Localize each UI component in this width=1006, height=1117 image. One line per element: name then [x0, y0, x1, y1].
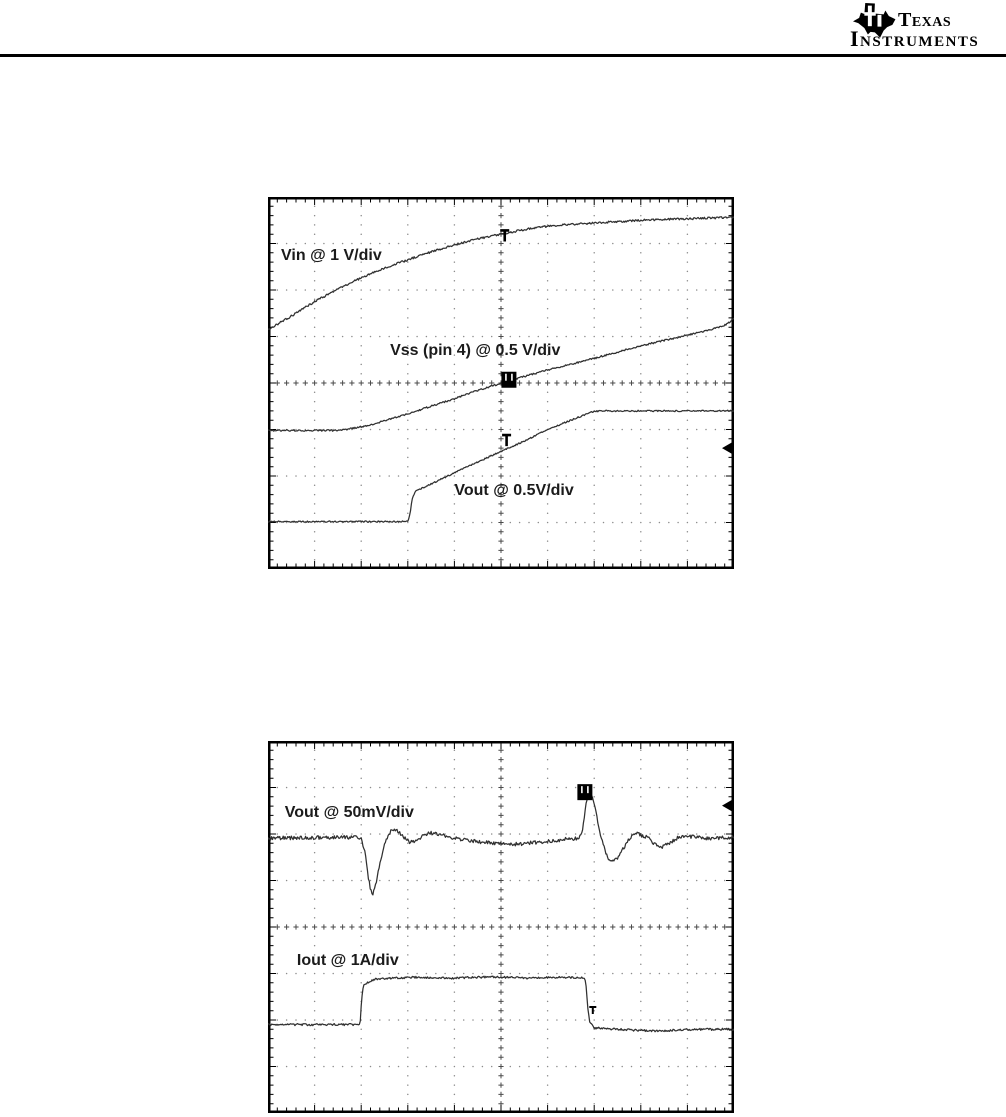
trace-label: Vout @ 50mV/div	[284, 804, 414, 822]
trigger-point-box-marker	[577, 784, 592, 800]
header-rule	[0, 54, 1006, 57]
trigger-level-t-marker	[502, 435, 511, 446]
trigger-point-box-marker	[501, 372, 516, 388]
brand-texas: Texas	[898, 9, 952, 31]
oscilloscope-load-transient-waveforms	[268, 741, 734, 1113]
scope-graticule-and-traces	[268, 741, 734, 1113]
edge-t-marker	[589, 1007, 596, 1014]
reference-level-arrow-icon	[722, 443, 732, 454]
brand-instruments: Instruments	[850, 26, 980, 51]
trace-label: Vss (pin 4) @ 0.5 V/div	[390, 341, 561, 359]
reference-level-arrow-icon	[722, 800, 732, 811]
trace-label: Iout @ 1A/div	[296, 952, 399, 970]
trace-label: Vin @ 1 V/div	[281, 247, 382, 265]
trace-label: Vout @ 0.5V/div	[454, 482, 574, 500]
trigger-level-t-marker	[500, 230, 509, 241]
ti-logo	[850, 3, 1004, 53]
oscilloscope-startup-waveforms	[268, 197, 734, 569]
